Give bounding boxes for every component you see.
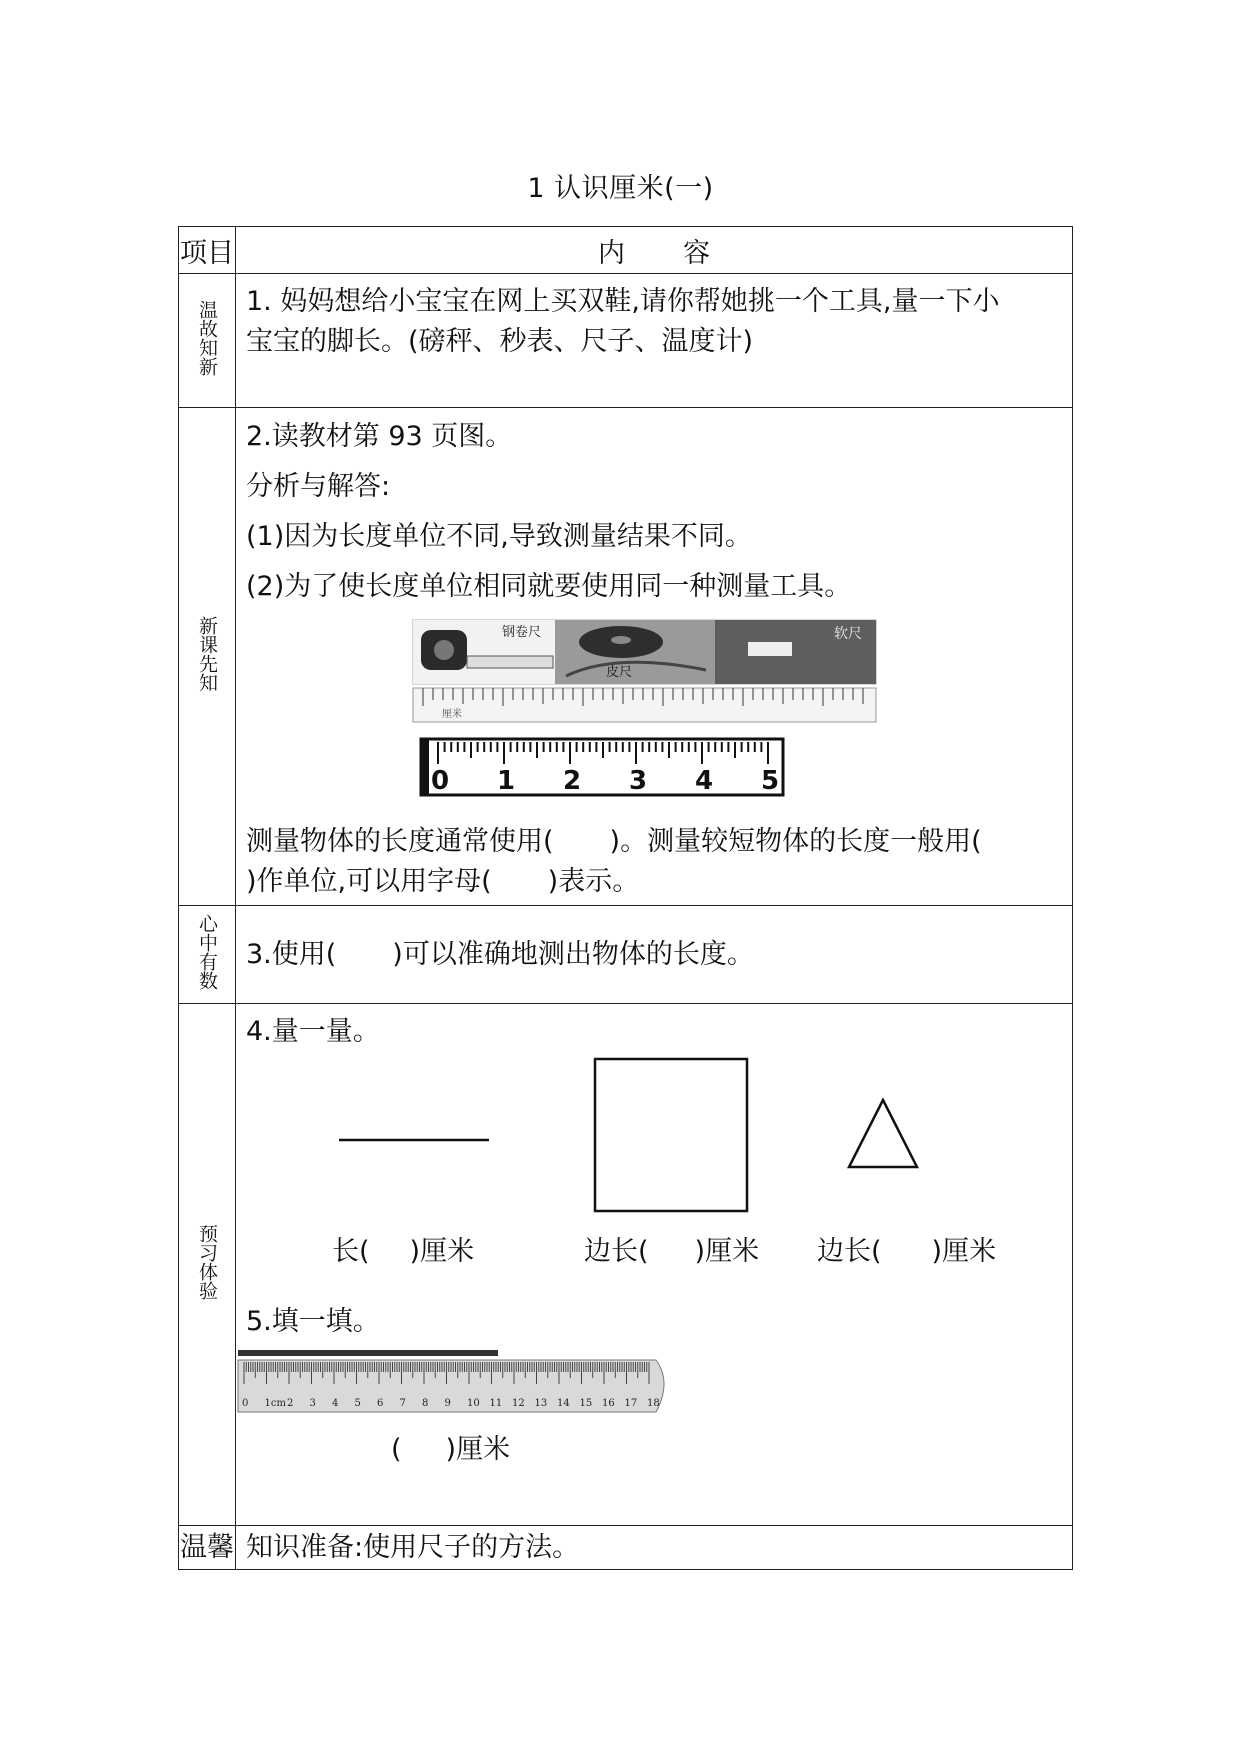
soft-label: 软尺 bbox=[834, 626, 862, 642]
review-question-line1: 1. 妈妈想给小宝宝在网上买双鞋,请你帮她挑一个工具,量一下小 bbox=[246, 286, 1000, 317]
fill-ruler-number: 7 bbox=[399, 1398, 406, 1409]
header-item-cell bbox=[179, 227, 236, 274]
fill-ruler-number: 18 bbox=[647, 1398, 660, 1409]
ruler-answer-label bbox=[391, 1430, 510, 1470]
measure-square bbox=[595, 1059, 747, 1211]
review-question-line2: 宝宝的脚长。(磅秤、秒表、尺子、温度计) bbox=[246, 326, 754, 357]
big-ruler-num-0: 0 bbox=[431, 766, 450, 796]
preview-content bbox=[236, 408, 1073, 906]
q3-part-a: 3.使用( bbox=[246, 938, 337, 970]
preview-fill-line2 bbox=[246, 862, 1062, 902]
fill-ruler-number: 17 bbox=[624, 1398, 638, 1409]
header-row bbox=[179, 227, 1073, 274]
mind-label-cell bbox=[179, 906, 236, 1004]
fill-ruler-number: 4 bbox=[332, 1398, 339, 1409]
fill-ruler-number: 1cm bbox=[264, 1398, 286, 1409]
measured-bar bbox=[238, 1350, 498, 1356]
preview-fill-line1 bbox=[246, 822, 1062, 862]
big-ruler-num-4: 4 bbox=[695, 766, 714, 796]
preview-label-cell bbox=[179, 408, 236, 906]
tip-content bbox=[236, 1526, 1073, 1570]
tip-label: 温馨 bbox=[180, 1531, 234, 1563]
mind-label: 心中有数 bbox=[196, 914, 218, 990]
fill-ruler-number: 11 bbox=[489, 1398, 503, 1409]
square-side-label bbox=[584, 1232, 759, 1272]
leather-label: 皮尺 bbox=[606, 665, 633, 680]
fill-ruler-number: 9 bbox=[444, 1398, 451, 1409]
preview-label: 新课先知 bbox=[196, 616, 218, 692]
preview-row bbox=[179, 408, 1073, 906]
triangle-side-label bbox=[817, 1232, 996, 1272]
line-label-b: )厘米 bbox=[409, 1236, 475, 1267]
mind-q3 bbox=[246, 935, 1062, 975]
long-ruler bbox=[413, 688, 876, 722]
big-ruler-num-3: 3 bbox=[629, 766, 648, 796]
header-item: 项目 bbox=[180, 237, 234, 269]
practice-row bbox=[179, 1004, 1073, 1526]
fill-line1-part-b: )。测量较短物体的长度一般用( bbox=[609, 826, 982, 857]
review-content bbox=[236, 274, 1073, 408]
fill-ruler-number: 16 bbox=[602, 1398, 615, 1409]
preview-point2: (2)为了使长度单位相同就要使用同一种测量工具。 bbox=[246, 571, 852, 602]
big-ruler-num-1: 1 bbox=[497, 766, 516, 796]
fill-line2-part-a: )作单位,可以用字母( bbox=[246, 866, 492, 897]
fill-ruler-number: 8 bbox=[422, 1398, 429, 1409]
practice-label-cell bbox=[179, 1004, 236, 1526]
measure-triangle bbox=[849, 1100, 917, 1167]
preview-point1: (1)因为长度单位不同,导致测量结果不同。 bbox=[246, 521, 752, 552]
big-ruler-num-2: 2 bbox=[563, 766, 582, 796]
fill-ruler-figure bbox=[242, 1342, 1062, 1512]
review-row bbox=[179, 274, 1073, 408]
fill-ruler-number: 3 bbox=[309, 1398, 316, 1409]
fill-ruler-number: 15 bbox=[579, 1398, 593, 1409]
practice-q4: 4.量一量。 bbox=[246, 1016, 380, 1047]
soft-ruler-icon bbox=[748, 642, 792, 656]
review-label: 温故知新 bbox=[196, 300, 218, 376]
practice-content bbox=[236, 1004, 1073, 1526]
practice-q5: 5.填一填。 bbox=[246, 1306, 380, 1337]
fill-ruler-number: 5 bbox=[354, 1398, 361, 1409]
measuring-tools-figure bbox=[246, 612, 1062, 822]
preview-analysis: 分析与解答: bbox=[246, 471, 391, 502]
square-label-b: )厘米 bbox=[694, 1236, 760, 1267]
fill-ruler-number: 10 bbox=[467, 1398, 480, 1409]
measure-shapes bbox=[246, 1052, 1062, 1292]
tip-text: 知识准备:使用尺子的方法。 bbox=[246, 1531, 580, 1563]
line-length-label bbox=[332, 1232, 474, 1272]
big-ruler-num-5: 5 bbox=[761, 766, 780, 796]
ruler-answer-b: )厘米 bbox=[445, 1434, 511, 1465]
long-ruler-cm-label: 厘米 bbox=[442, 709, 462, 720]
line-label-a: 长( bbox=[332, 1236, 370, 1267]
mind-content bbox=[236, 906, 1073, 1004]
fill-ruler-number: 0 bbox=[242, 1398, 249, 1409]
worksheet-table bbox=[178, 226, 1073, 1570]
tape-label: 钢卷尺 bbox=[502, 625, 542, 640]
q3-part-b: )可以准确地测出物体的长度。 bbox=[392, 938, 754, 970]
tip-label-cell bbox=[179, 1526, 236, 1570]
page-title: 1 认识厘米(一) bbox=[527, 173, 714, 204]
fill-line1-part-a: 测量物体的长度通常使用( bbox=[246, 826, 554, 857]
tip-row bbox=[179, 1526, 1073, 1570]
review-label-cell bbox=[179, 274, 236, 408]
square-label-a: 边长( bbox=[584, 1236, 649, 1267]
header-content-cell bbox=[236, 227, 1073, 274]
fill-line2-part-b: )表示。 bbox=[547, 866, 640, 897]
measuring-tools-svg bbox=[236, 616, 1073, 826]
fill-ruler-number: 2 bbox=[287, 1398, 294, 1409]
mind-row bbox=[179, 906, 1073, 1004]
fill-ruler-number: 6 bbox=[377, 1398, 384, 1409]
practice-label: 预习体验 bbox=[196, 1224, 218, 1300]
fill-ruler-number: 14 bbox=[557, 1398, 570, 1409]
triangle-label-a: 边长( bbox=[817, 1236, 882, 1267]
triangle-label-b: )厘米 bbox=[931, 1236, 997, 1267]
ruler-answer-a: ( bbox=[391, 1434, 402, 1465]
header-content: 内容 bbox=[598, 237, 768, 269]
fill-ruler-number: 12 bbox=[512, 1398, 525, 1409]
preview-q2: 2.读教材第 93 页图。 bbox=[246, 421, 513, 452]
fill-ruler-svg bbox=[236, 1348, 1073, 1458]
fill-ruler-number: 13 bbox=[534, 1398, 548, 1409]
